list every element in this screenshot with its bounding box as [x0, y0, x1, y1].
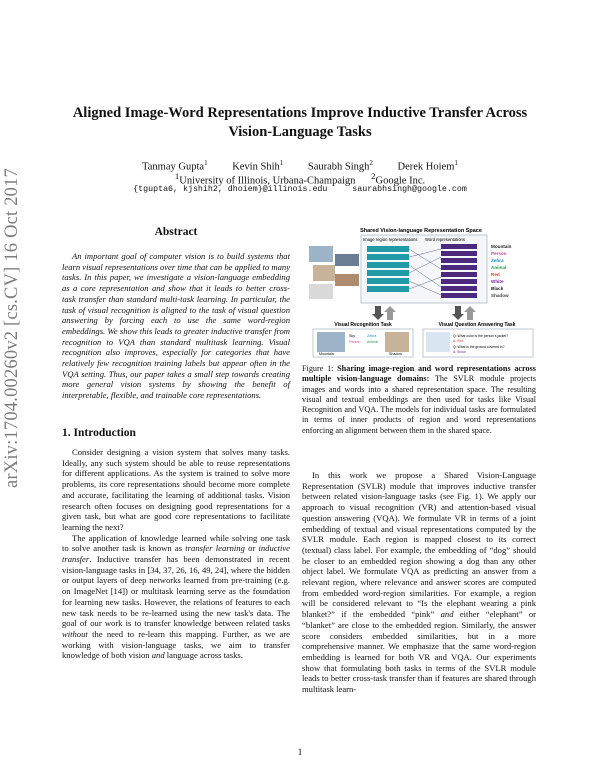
thumbnail-region — [335, 254, 359, 266]
arxiv-stamp: arXiv:1704.00260v2 [cs.CV] 16 Oct 2017 — [2, 167, 22, 488]
vr-label: Zebra — [367, 334, 377, 338]
abstract-heading: Abstract — [154, 226, 198, 238]
intro-paragraph: The application of knowledge learned while solving one task to solve another task is known as transfer learning or inductive transfer. Inductive transfer has been demonstrated in recent vision-language tasks in [34, 37, 26, 16, 49, 24], where the hidden or output layers of deep networks learned from pre-training (e.g. on ImageNet [14]) or multitask learning serve as the foundation for learning new tasks. However, the relations of features to each new task needs to be re-learned using the new task's data. The goal of our work is to transfer knowledge between related tasks without the need to re-learn this mapping. Further, as we are working with vision-language tasks, we aim to transfer knowledge of both vision and language across tasks. — [62, 532, 290, 661]
word-label: Shadow — [491, 293, 509, 298]
intro-heading: 1. Introduction — [62, 427, 136, 439]
image-region-label: Image region representations — [363, 237, 418, 242]
word-label: Red — [491, 272, 500, 277]
word-label: Mountain — [491, 244, 512, 249]
author: Saurabh Singh$^2$ — [307, 159, 373, 173]
vr-image — [317, 332, 345, 352]
affiliations: $^1$University of Illinois, Urbana-Champaign $^2$Google Inc. — [174, 171, 426, 187]
vqa-question: Q: What is the ground covered in? — [453, 345, 505, 349]
figure-1 — [305, 224, 537, 358]
thumbnail-region — [335, 274, 359, 286]
abstract-text: An important goal of computer vision is to build systems that learn visual representations over time that can be applied to many tasks. In this paper, we investigate a vision-language embedding as a core representation and show that it leads to better cross-task transfer than standard multi-task learning. In particular, the task of visual recognition is aligned to the task of visual question answering by forcing each to use the same word-region embeddings. We show this leads to greater inductive transfer from recognition to VQA than standard multitask learning. Visual recognition also improves, especially for categories that have relatively few recognition training labels but appear often in the VQA setting. Thus, our paper takes a small step towards creating more general vision systems by showing the benefit of interpretable, flexible, and trainable core representations. — [62, 251, 291, 401]
author-emails: {tgupta6, kjshih2, dhoiem}@illinois.edu saurabhsingh@google.com — [133, 185, 467, 194]
thumbnail-mountain — [309, 246, 333, 262]
word-labels — [491, 244, 512, 298]
right-column-text — [302, 470, 536, 695]
word-label: Person — [491, 251, 507, 256]
word-label: White — [491, 279, 504, 284]
vr-label: Person — [349, 340, 361, 344]
vr-image — [385, 332, 409, 352]
caption-text: The SVLR module projects images and words into a shared representation space. The resulting visual and textual embeddings are then used for tasks like Visual Recognition and VQA. The models for individual tasks are formulated in terms of inner products of region and word representations enforcing an alignment between them in the shared space. — [302, 374, 536, 435]
author: Tanmay Gupta$^1$ — [142, 159, 208, 173]
vqa-answer: A: Red — [453, 339, 464, 343]
vr-label: Mountain — [319, 352, 334, 356]
vqa-task-title: Visual Question Answering Task — [438, 322, 516, 328]
intro-body — [62, 447, 290, 661]
vr-label: Sky — [349, 334, 355, 338]
vqa-question: Q: What color is the person's jacket? — [453, 334, 509, 338]
word-label: Zebra — [491, 258, 504, 263]
figure-caption — [302, 364, 536, 436]
word-label: Animal — [491, 265, 507, 270]
caption-bold: Sharing image-region and word representations across multiple vision-language domains: — [302, 364, 536, 384]
vqa-answer: A: Snow — [453, 350, 466, 354]
arrows — [372, 306, 476, 320]
vr-task-title: Visual Recognition Task — [334, 322, 392, 328]
body-paragraph: In this work we propose a Shared Vision-Language Representation (SVLR) module that improves inductive transfer between related vision-language tasks (see Fig. 1). We apply our approach to visual recognition (VR) and attention-based visual question answering (VQA). We formulate VR in terms of a joint embedding of textual and visual representations computed by the SVLR module. Each region is mapped closest to its correct (textual) class label. For example, the embedding of “dog” should be closer to an embedded region showing a dog than any other object label. We formulate VQA as predicting an answer from a relevant region, where relevance and answer scores are computed from embedded word-region similarities. For example, a region will be considered relevant to “Is the elephant wearing a pink blanket?” if the embedded “pink” and either “elephant” or “blanket” are close to the embedded region. Similarly, the answer score considers embedded similarities, but in a more comprehensive manner. We emphasize that the same word-region embedding is learned for both VR and VQA. Our experiments show that formulating both tasks in terms of the SVLR module leads to better cross-task transfer than if features are shared through multitask learn- — [302, 470, 537, 695]
word-label: Black — [491, 286, 504, 291]
paper-title: Aligned Image-Word Representations Improve Inductive Transfer Across Vision-Language Tasks — [72, 105, 528, 140]
intro-paragraph: Consider designing a vision system that solves many tasks. Ideally, any such system should be able to reuse representations for different applications. As the system is trained to solve more problems, its core representations should become more complete and accurate, facilitating the learning of additional tasks. Vision research often focuses on designing good representations for a given task, but what are good core representations to facilitate learning the next? — [62, 447, 290, 532]
page-number: 1 — [297, 748, 303, 758]
author: Kevin Shih$^1$ — [232, 159, 284, 173]
vr-label: Shadow — [389, 352, 402, 356]
word-repr-label: Word representations — [425, 237, 465, 242]
thumbnail-person — [309, 284, 333, 299]
vr-label: Animal — [367, 340, 378, 344]
vqa-image — [426, 332, 450, 352]
author: Derek Hoiem$^1$ — [397, 159, 458, 173]
thumbnail-zebra — [313, 265, 335, 281]
caption-label: Figure 1: — [302, 364, 338, 373]
figure-panel-title: Shared Vision-language Representation Space — [360, 228, 482, 234]
